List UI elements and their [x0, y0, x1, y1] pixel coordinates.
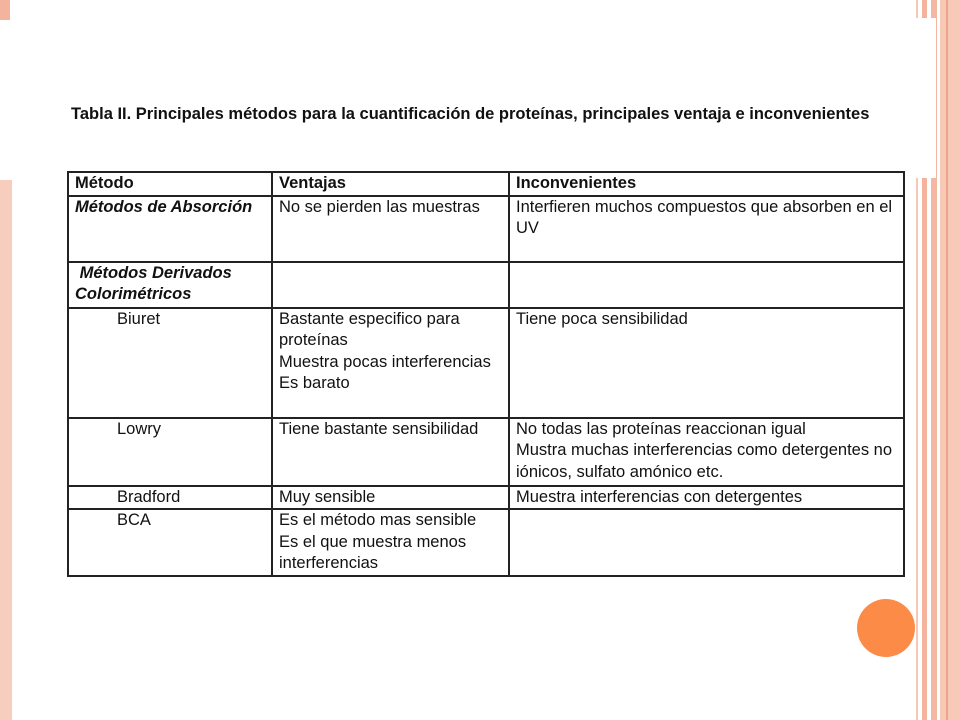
table-row	[68, 486, 904, 510]
disadvantage-text: Tiene poca sensibilidad	[516, 309, 688, 328]
advantages-cell	[272, 509, 509, 576]
header-row	[68, 172, 904, 196]
disadvantages-cell	[509, 486, 904, 510]
advantage-text: Es barato	[279, 374, 350, 392]
advantage-text: Muestra pocas interferencias	[279, 352, 491, 371]
header-method: Método	[68, 172, 272, 196]
advantage-text: Es el que muestra menos interferencias	[279, 532, 467, 572]
table-row	[68, 308, 904, 418]
advantage-text: Muy sensible	[279, 487, 376, 506]
disadvantages-cell	[509, 308, 904, 418]
advantages-cell	[272, 196, 509, 262]
method-cell: BCA	[68, 509, 272, 576]
table-row	[68, 262, 904, 308]
table-row	[68, 196, 904, 262]
method-cell: Métodos de Absorción	[68, 196, 272, 262]
left-edge-band	[0, 180, 12, 720]
disadvantage-text: Interfieren muchos compuestos que absorben en el UV	[516, 197, 893, 237]
header-disadvantages: Inconvenientes	[509, 172, 904, 196]
right-stripe-gap	[916, 18, 936, 178]
disadvantages-cell	[509, 196, 904, 262]
method-cell: Bradford	[68, 486, 272, 510]
advantages-cell	[272, 262, 509, 308]
disadvantage-text: Muestra interferencias con detergentes	[516, 487, 803, 506]
disadvantages-cell	[509, 262, 904, 308]
accent-circle	[857, 599, 915, 657]
advantage-text: No se pierden las muestras	[279, 197, 480, 216]
table-row	[68, 509, 904, 576]
method-cell	[68, 262, 272, 308]
table-row	[68, 418, 904, 486]
table-caption: Tabla II. Principales métodos para la cuantificación de proteínas, principales ventaja e inconvenientes	[71, 105, 870, 123]
advantages-cell	[272, 486, 509, 510]
method-cell: Lowry	[68, 418, 272, 486]
advantage-text: Bastante especifico para proteínas	[279, 309, 460, 349]
disadvantage-text: No todas las proteínas reaccionan igual	[516, 419, 806, 438]
left-edge-decoration	[0, 0, 10, 20]
advantage-text: Es el método mas sensible	[279, 511, 477, 529]
disadvantages-cell	[509, 418, 904, 486]
disadvantage-text: Mustra muchas interferencias como detergentes no iónicos, sulfato amónico etc.	[516, 441, 893, 481]
advantages-cell	[272, 418, 509, 486]
methods-table	[67, 171, 905, 577]
method-cell: Biuret	[68, 308, 272, 418]
disadvantages-cell	[509, 509, 904, 576]
advantage-text: Tiene bastante sensibilidad	[279, 419, 479, 438]
header-advantages: Ventajas	[272, 172, 509, 196]
method-category-text: Métodos Derivados Colorimétricos	[75, 263, 232, 303]
right-stripe-4	[940, 0, 960, 720]
right-stripe-5	[946, 0, 948, 720]
advantages-cell	[272, 308, 509, 418]
